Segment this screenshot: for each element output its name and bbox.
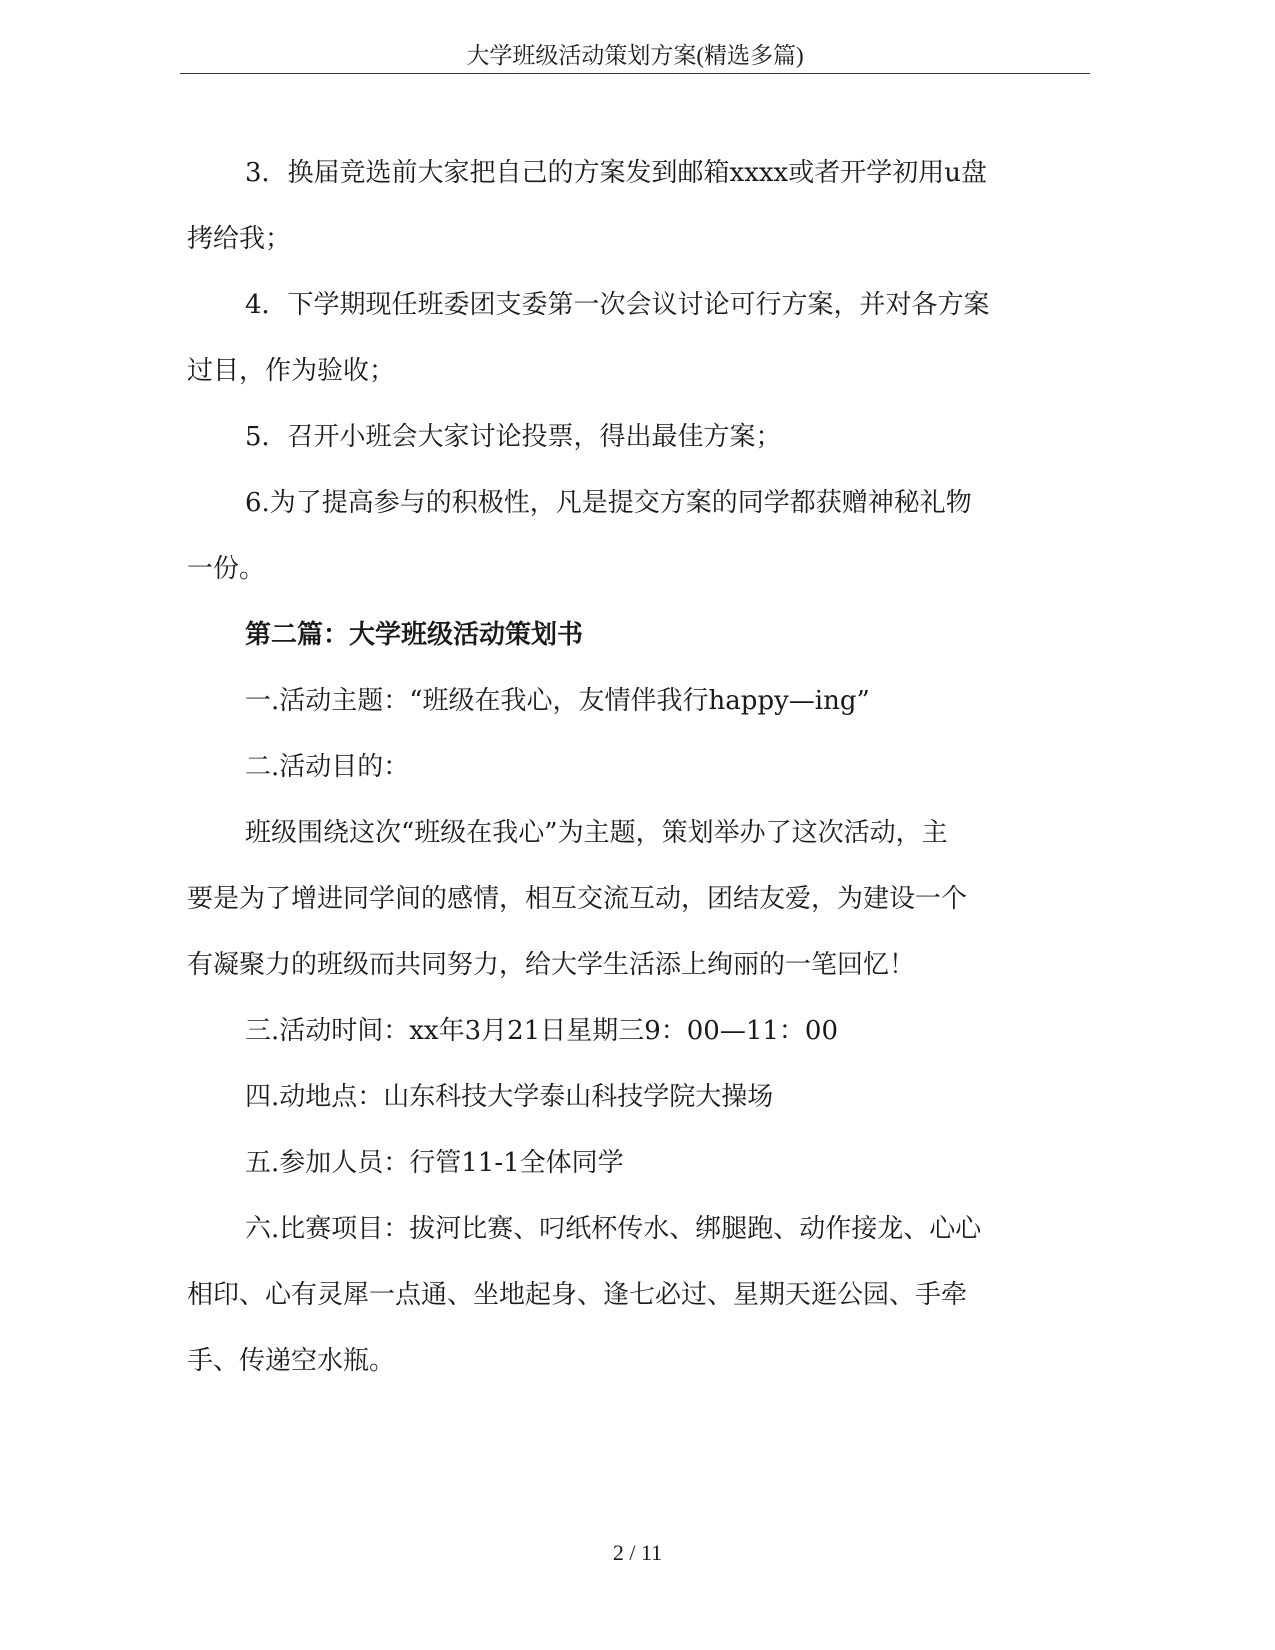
paragraph-line: 过目，作为验收； <box>187 356 396 386</box>
paragraph-line: 三.活动时间：xx年3月21日星期三9：00—11：00 <box>245 1016 839 1046</box>
paragraph-line: 拷给我； <box>187 224 292 254</box>
paragraph-line: 要是为了增进同学间的感情，相互交流互动，团结友爱，为建设一个 <box>187 884 968 914</box>
paragraph-line: 4．下学期现任班委团支委第一次会议讨论可行方案，并对各方案 <box>245 290 990 320</box>
paragraph-line: 二.活动目的： <box>245 752 410 782</box>
paragraph-line: 6.为了提高参与的积极性，凡是提交方案的同学都获赠神秘礼物 <box>245 488 972 518</box>
paragraph-line: 一.活动主题：“班级在我心，友情伴我行happy—ing” <box>245 686 870 716</box>
document-body <box>187 140 1072 1394</box>
page-number: 2 / 11 <box>612 1540 663 1565</box>
paragraph-line: 六.比赛项目：拔河比赛、叼纸杯传水、绑腿跑、动作接龙、心心 <box>245 1214 982 1244</box>
paragraph-line: 5．召开小班会大家讨论投票，得出最佳方案； <box>245 422 782 452</box>
paragraph-line: 3．换届竞选前大家把自己的方案发到邮箱xxxx或者开学初用u盘 <box>245 158 987 188</box>
paragraph-line: 相印、心有灵犀一点通、坐地起身、逢七必过、星期天逛公园、手牵 <box>187 1280 968 1310</box>
paragraph-line: 一份。 <box>187 554 266 584</box>
section-heading: 第二篇：大学班级活动策划书 <box>245 620 584 650</box>
paragraph-line: 手、传递空水瓶。 <box>187 1346 396 1376</box>
paragraph-line: 四.动地点：山东科技大学泰山科技学院大操场 <box>245 1082 774 1112</box>
paragraph-line: 五.参加人员：行管11-1全体同学 <box>245 1148 624 1178</box>
header-divider <box>180 73 1090 74</box>
paragraph-line: 班级围绕这次“班级在我心”为主题，策划举办了这次活动，主 <box>245 818 948 848</box>
page-header-title: 大学班级活动策划方案(精选多篇) <box>466 43 804 68</box>
paragraph-line: 有凝聚力的班级而共同努力，给大学生活添上绚丽的一笔回忆！ <box>187 950 916 980</box>
